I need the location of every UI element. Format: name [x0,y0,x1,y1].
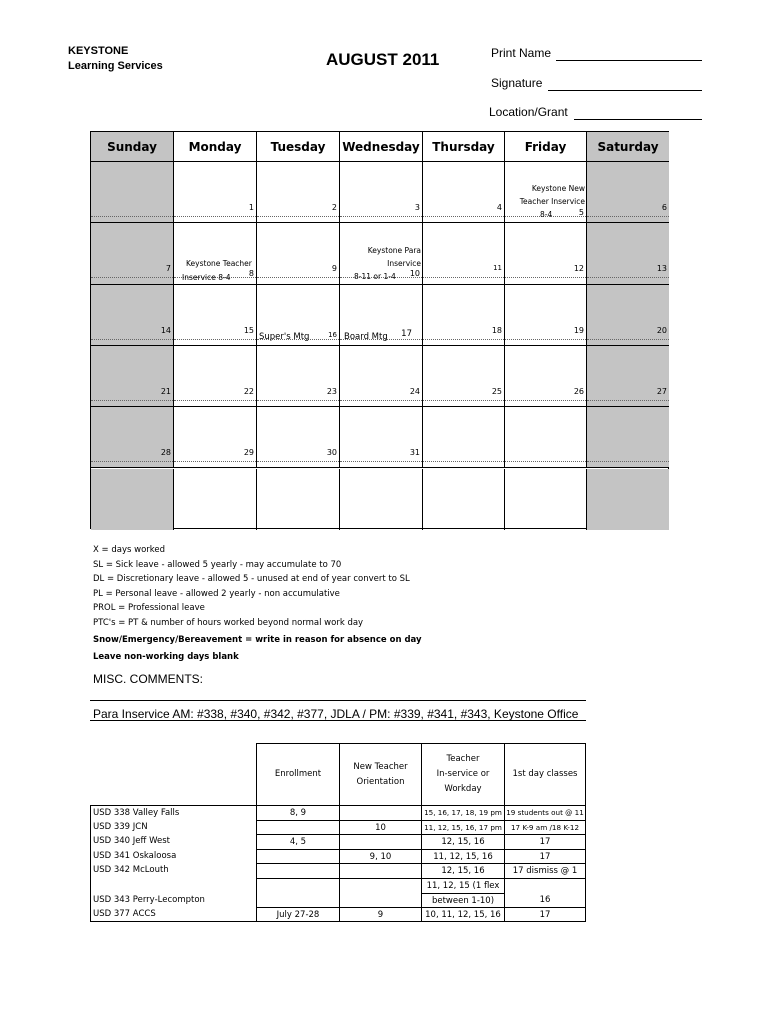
col-header-enrollment: Enrollment [256,743,339,805]
comments-line[interactable] [90,700,586,701]
calendar-day-cell[interactable] [257,285,340,346]
day-entry-line [340,400,422,401]
day-entry-line [423,400,504,401]
calendar-event-note: Keystone New [531,184,585,193]
legend-line-bold: Snow/Emergency/Bereavement = write in reason for absence on day [93,635,422,645]
calendar-day-cell[interactable] [91,346,174,407]
day-number: 24 [409,386,420,396]
calendar-day-cell[interactable] [587,285,669,346]
day-entry-line [174,339,256,340]
day-header-friday: Friday [505,132,587,162]
calendar-day-cell[interactable] [423,285,505,346]
day-entry-line [587,339,669,340]
day-entry-line [505,400,586,401]
day-number: 7 [165,264,171,274]
table-cell-inservice: 15, 16, 17, 18, 19 pm [421,805,504,820]
calendar-event-note: Inservice [387,259,421,269]
calendar-day-cell[interactable] [257,162,340,223]
legend-line: PTC's = PT & number of hours worked beyond normal work day [93,618,364,628]
table-cell-district: USD 340 Jeff West [90,834,256,849]
day-number: 19 [573,325,584,335]
table-cell-district: USD 341 Oskaloosa [90,849,256,864]
table-cell-enrollment [256,863,339,878]
day-number: 17 [401,328,412,339]
day-number: 22 [243,386,254,396]
calendar-day-cell[interactable] [505,223,587,284]
calendar-event-note: Teacher Inservice [519,197,585,206]
day-entry-line [91,461,173,462]
table-cell-district [90,878,256,893]
table-cell-inservice: 11, 12, 15, 16 [421,849,504,864]
day-number: 8 [248,269,254,279]
day-number: 2 [331,203,337,212]
calendar-day-cell[interactable] [587,346,669,407]
day-header-tuesday: Tuesday [257,132,340,162]
page-title: AUGUST 2011 [326,50,440,69]
day-entry-line [423,461,504,462]
calendar-day-cell[interactable] [587,223,669,284]
day-header-monday: Monday [174,132,257,162]
legend-line: PL = Personal leave - allowed 2 yearly - non accumulative [93,589,340,599]
calendar-day-cell[interactable] [340,407,423,468]
calendar-day-cell[interactable] [174,407,257,468]
table-cell-inservice: 10, 11, 12, 15, 16 [421,907,504,922]
day-entry-line [423,277,504,278]
table-cell-district: USD 338 Valley Falls [90,805,256,820]
calendar-day-cell[interactable] [91,407,174,468]
calendar-event-note: 8-11 or 1-4 [354,272,396,282]
table-cell-first-day: 17 K-9 am /18 K-12 [504,820,586,835]
calendar-day-cell[interactable] [423,469,505,530]
table-cell-first-day: 19 students out @ 11 [504,805,586,820]
day-number: 12 [573,264,584,274]
calendar-day-cell[interactable] [174,223,257,284]
legend-line: SL = Sick leave - allowed 5 yearly - may accumulate to 70 [93,560,342,570]
calendar-day-cell[interactable] [423,162,505,223]
calendar-day-cell[interactable] [257,346,340,407]
calendar-day-cell[interactable] [257,469,340,530]
table-cell-first-day: 17 [504,907,586,922]
table-cell-orientation [339,878,421,893]
table-cell-enrollment: 4, 5 [256,834,339,849]
col-header-first-day: 1st day classes [504,743,586,805]
day-number: 21 [160,386,171,396]
day-entry-line [91,216,173,217]
table-cell-district: USD 377 ACCS [90,907,256,922]
calendar-day-cell[interactable] [174,346,257,407]
day-header-thursday: Thursday [423,132,505,162]
table-cell-orientation: 9, 10 [339,849,421,864]
day-number: 28 [160,448,171,458]
day-number: 25 [491,386,502,396]
calendar-day-cell[interactable] [174,162,257,223]
org-name: KEYSTONE [68,45,129,57]
table-cell-inservice: 11, 12, 15 (1 flex [421,878,504,893]
day-number: 4 [496,203,502,212]
day-entry-line [340,216,422,217]
legend-line: PROL = Professional leave [93,603,205,613]
table-cell-district: USD 339 JCN [90,820,256,835]
day-entry-line [174,216,256,217]
table-cell-orientation [339,863,421,878]
day-number: 30 [326,448,337,458]
calendar-day-cell[interactable] [257,223,340,284]
col-header-inservice: Teacher In-service or Workday [421,743,504,805]
day-entry-line [257,277,339,278]
legend-line-bold: Leave non-working days blank [93,652,239,662]
table-cell-first-day: 17 [504,834,586,849]
day-entry-line [174,461,256,462]
table-cell-enrollment [256,820,339,835]
day-number: 29 [243,448,254,458]
day-number: 18 [491,325,502,335]
day-entry-line [423,339,504,340]
day-entry-line [423,216,504,217]
day-entry-line [257,400,339,401]
day-number: 20 [656,325,667,335]
calendar-day-cell[interactable] [91,162,174,223]
day-number: 1 [248,203,254,212]
table-cell-enrollment [256,878,339,893]
day-header-sunday: Sunday [91,132,174,162]
calendar-day-cell[interactable] [174,469,257,530]
table-cell-district: USD 342 McLouth [90,863,256,878]
table-cell-inservice: 12, 15, 16 [421,863,504,878]
day-number: 23 [326,386,337,396]
table-cell-orientation [339,834,421,849]
day-entry-line [587,277,669,278]
day-number: 11 [493,264,502,273]
day-header-wednesday: Wednesday [340,132,423,162]
day-number: 26 [573,386,584,396]
table-cell-inservice: 11, 12, 15, 16, 17 pm [421,820,504,835]
calendar-event-note: Board Mtg [344,331,388,342]
table-cell-enrollment: 8, 9 [256,805,339,820]
calendar-day-cell[interactable] [423,346,505,407]
calendar-day-cell[interactable] [505,162,587,223]
calendar-day-cell[interactable] [423,407,505,468]
day-entry-line [587,400,669,401]
table-cell-first-day: 17 dismiss @ 1 [504,863,586,878]
print-name-field[interactable] [556,59,702,61]
day-number: 15 [243,325,254,335]
calendar-event-note: Keystone Para [367,246,421,256]
calendar-event-note: Inservice 8-4 [182,273,231,283]
table-cell-inservice: between 1-10) [421,893,504,908]
day-entry-line [91,277,173,278]
day-entry-line [505,277,586,278]
calendar-day-cell[interactable] [423,223,505,284]
calendar-event-note: 8-4 [540,210,553,219]
para-inservice-note: Para Inservice AM: #338, #340, #342, #377, JDLA / PM: #339, #341, #343, Keystone Office [93,707,579,721]
calendar-day-cell[interactable] [587,162,669,223]
table-cell-orientation: 9 [339,907,421,922]
calendar-day-cell[interactable] [91,469,174,530]
day-entry-line [340,461,422,462]
table-cell-district: USD 343 Perry-Lecompton [90,893,256,908]
day-number: 3 [414,203,420,212]
table-cell-orientation: 10 [339,820,421,835]
table-cell-first-day: 16 [504,893,586,908]
day-entry-line [587,216,669,217]
day-number: 13 [656,264,667,274]
day-entry-line [587,461,669,462]
calendar-day-cell[interactable] [505,407,587,468]
calendar-day-cell[interactable] [505,469,587,530]
day-entry-line [91,339,173,340]
day-entry-line [174,400,256,401]
calendar-day-cell[interactable] [174,285,257,346]
calendar-day-cell[interactable] [340,223,423,284]
col-header-orientation: New Teacher Orientation [339,743,421,805]
table-cell-inservice: 12, 15, 16 [421,834,504,849]
calendar-day-cell[interactable] [340,469,423,530]
day-entry-line [257,461,339,462]
signature-field[interactable] [548,89,702,91]
day-entry-line [257,216,339,217]
calendar-day-cell[interactable] [340,285,423,346]
day-number: 5 [578,208,584,217]
day-entry-line [505,461,586,462]
table-cell-orientation [339,805,421,820]
calendar-day-cell[interactable] [340,162,423,223]
calendar-day-cell[interactable] [91,285,174,346]
day-header-saturday: Saturday [587,132,669,162]
table-cell-first-day [504,878,586,893]
day-number: 6 [661,203,667,212]
calendar-event-note: Super's Mtg [259,331,310,342]
calendar-day-cell[interactable] [340,346,423,407]
location-grant-label: Location/Grant [489,105,568,119]
calendar-event-note: Keystone Teacher [186,259,252,269]
comments-line [90,720,586,721]
legend-line: DL = Discretionary leave - allowed 5 - unused at end of year convert to SL [93,574,410,584]
day-number: 10 [409,269,420,279]
calendar-day-cell[interactable] [587,469,669,530]
day-entry-line [91,400,173,401]
calendar-day-cell[interactable] [505,285,587,346]
day-number: 27 [656,386,667,396]
signature-label: Signature [491,76,543,90]
calendar-day-cell[interactable] [505,346,587,407]
calendar-day-cell[interactable] [91,223,174,284]
table-cell-orientation [339,893,421,908]
legend-line: X = days worked [93,545,166,555]
table-cell-enrollment [256,893,339,908]
misc-comments-label: MISC. COMMENTS: [93,672,203,686]
calendar-day-cell[interactable] [257,407,340,468]
day-number: 16 [328,330,337,339]
day-number: 31 [409,448,420,458]
day-number: 14 [160,325,171,335]
print-name-label: Print Name [491,46,552,60]
table-cell-first-day: 17 [504,849,586,864]
day-entry-line [505,339,586,340]
table-cell-enrollment: July 27-28 [256,907,339,922]
calendar-grid [90,131,669,529]
calendar-day-cell[interactable] [587,407,669,468]
org-subtitle: Learning Services [68,60,163,72]
day-number: 9 [331,264,337,274]
table-cell-enrollment [256,849,339,864]
location-grant-field[interactable] [574,118,702,120]
